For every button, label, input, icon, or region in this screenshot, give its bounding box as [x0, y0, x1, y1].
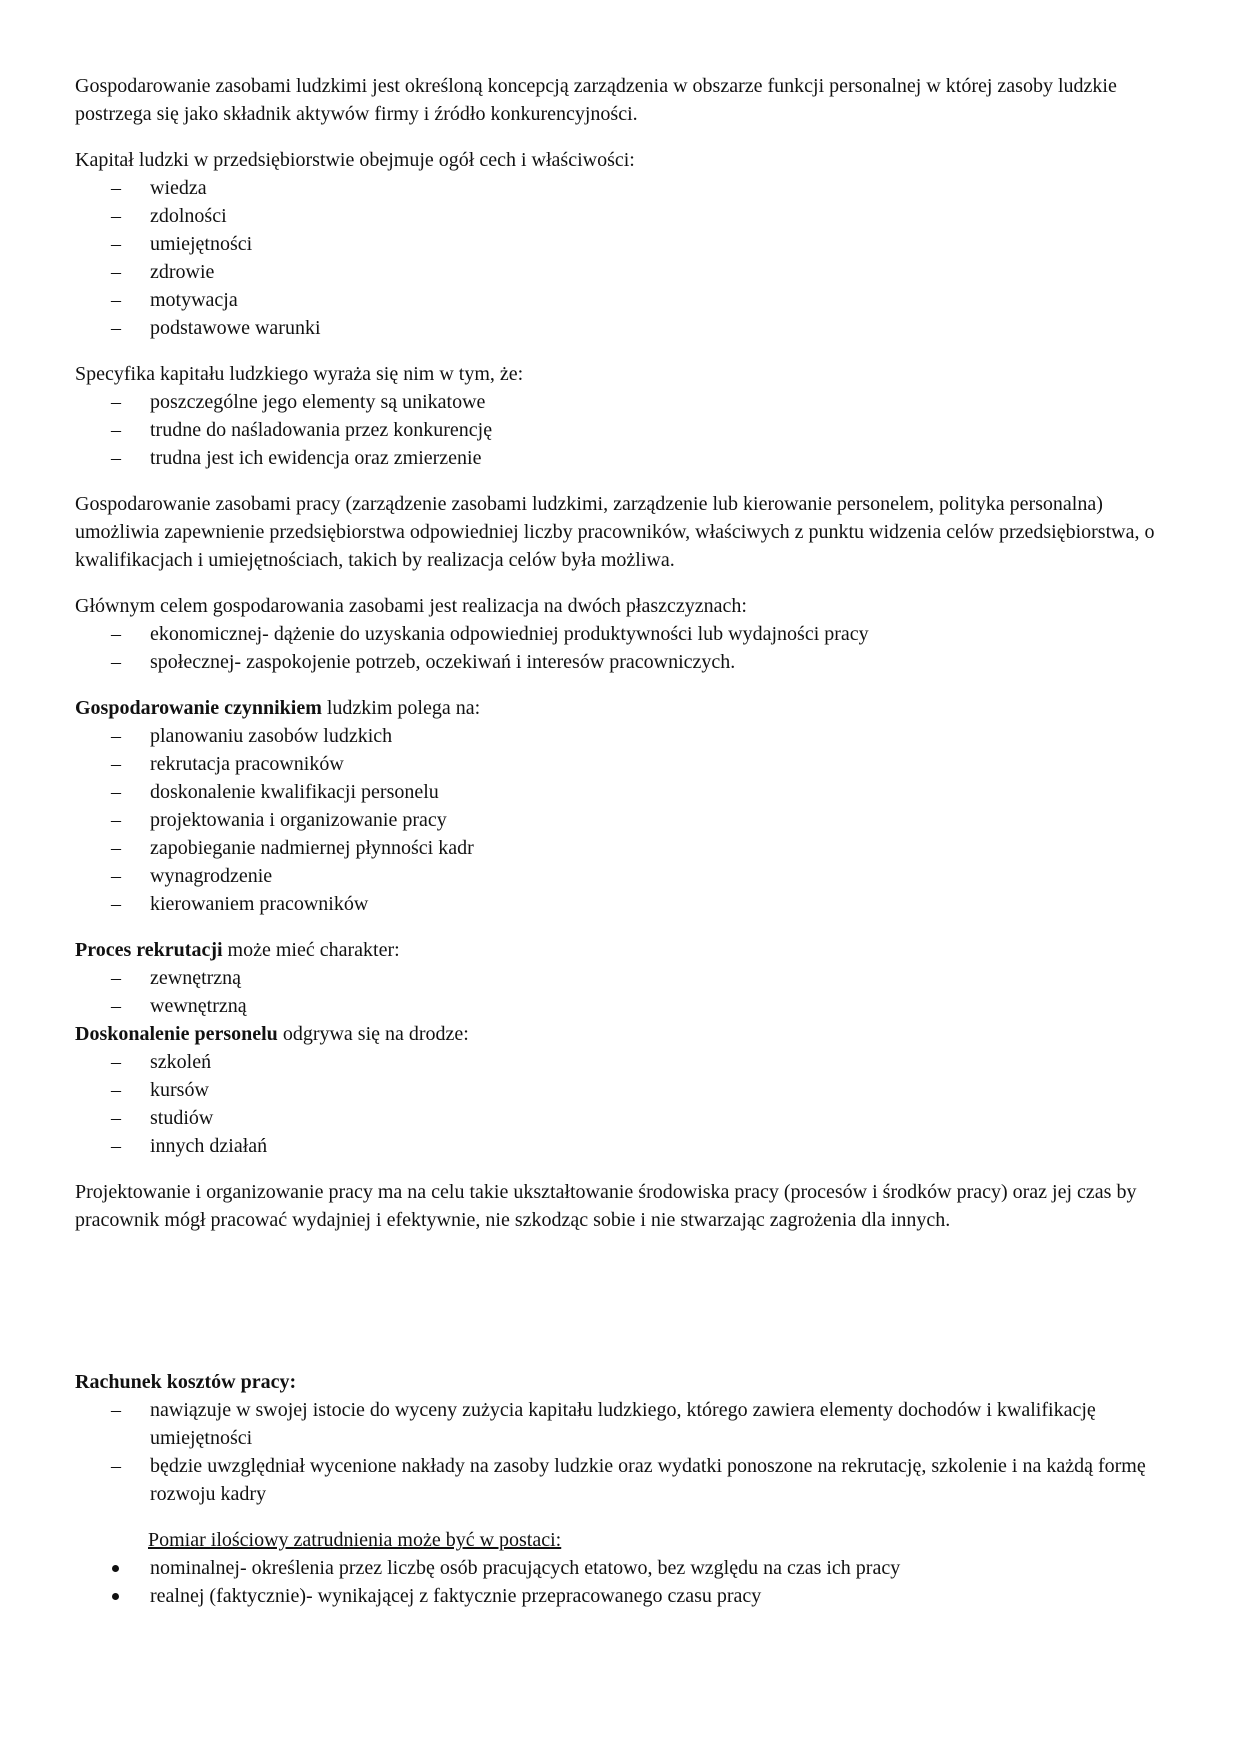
dash-marker: –: [111, 837, 121, 859]
dash-marker: –: [111, 419, 121, 441]
list-item: nominalnej- określenia przez liczbę osób pracujących etatowo, bez względu na czas ich pracy: [75, 1554, 1165, 1582]
list-item: – wynagrodzenie: [75, 862, 1165, 890]
gospodarowanie-pracy-paragraph: Gospodarowanie zasobami pracy (zarządzenie zasobami ludzkimi, zarządzenie lub kierowanie personelem, polityka personalna) umożliwia zapewnienie przedsiębiorstwa odpowiedniej liczby pracowników, właściwych z punktu widzenia celów przedsiębiorstwa, o kwalifikacjach i umiejętnościach, takich by realizacja celów była możliwa.: [75, 493, 1155, 571]
dash-marker: –: [111, 317, 121, 339]
dash-marker: –: [111, 1455, 121, 1477]
rekrutacja-heading: Proces rekrutacji może mieć charakter:: [75, 939, 400, 961]
bullet-icon: [112, 1593, 119, 1600]
dash-marker: –: [111, 289, 121, 311]
list-item: – wiedza: [75, 174, 1165, 202]
dash-marker: –: [111, 1051, 121, 1073]
pomiar-list: [75, 1554, 1165, 1610]
rachunek-heading: Rachunek kosztów pracy:: [75, 1371, 297, 1393]
list-item: – poszczególne jego elementy są unikatowe: [75, 388, 1165, 416]
list-item: – studiów: [75, 1104, 1165, 1132]
dash-marker: –: [111, 177, 121, 199]
list-item: – będzie uwzględniał wycenione nakłady na zasoby ludzkie oraz wydatki ponoszone na rekrutację, szkolenie i na każdą formę rozwoju kadry: [75, 1452, 1165, 1508]
kapital-list: [75, 174, 1165, 342]
list-item: – podstawowe warunki: [75, 314, 1165, 342]
dash-marker: –: [111, 1079, 121, 1101]
list-item: realnej (faktycznie)- wynikającej z faktycznie przepracowanego czasu pracy: [75, 1582, 1165, 1610]
czynnik-heading: Gospodarowanie czynnikiem ludzkim polega na:: [75, 697, 481, 719]
dash-marker: –: [111, 233, 121, 255]
list-item: – trudna jest ich ewidencja oraz zmierzenie: [75, 444, 1165, 472]
dash-marker: –: [111, 995, 121, 1017]
list-item: – motywacja: [75, 286, 1165, 314]
dash-marker: –: [111, 753, 121, 775]
dash-marker: –: [111, 1107, 121, 1129]
dash-marker: –: [111, 623, 121, 645]
dash-marker: –: [111, 205, 121, 227]
doskonalenie-list: [75, 1048, 1165, 1160]
list-item: – szkoleń: [75, 1048, 1165, 1076]
dash-marker: –: [111, 651, 121, 673]
dash-marker: –: [111, 1135, 121, 1157]
list-item: – projektowania i organizowanie pracy: [75, 806, 1165, 834]
list-item: – ekonomicznej- dążenie do uzyskania odpowiedniej produktywności lub wydajności pracy: [75, 620, 1165, 648]
dash-marker: –: [111, 261, 121, 283]
cel-list: [75, 620, 1165, 676]
bullet-icon: [112, 1565, 119, 1572]
list-item: – rekrutacja pracowników: [75, 750, 1165, 778]
list-item: – doskonalenie kwalifikacji personelu: [75, 778, 1165, 806]
pomiar-heading: Pomiar ilościowy zatrudnienia może być w postaci:: [148, 1529, 562, 1551]
list-item: – trudne do naśladowania przez konkurencję: [75, 416, 1165, 444]
specyfika-list: [75, 388, 1165, 472]
list-item: – planowaniu zasobów ludzkich: [75, 722, 1165, 750]
blank-space: [75, 1234, 1165, 1368]
list-item: – zdolności: [75, 202, 1165, 230]
projektowanie-paragraph: Projektowanie i organizowanie pracy ma na celu takie ukształtowanie środowiska pracy (procesów i środków pracy) oraz jej czas by pracownik mógł pracować wydajniej i efektywnie, nie szkodząc sobie i nie stwarzając zagrożenia dla innych.: [75, 1181, 1137, 1231]
list-item: – kursów: [75, 1076, 1165, 1104]
list-item: – zapobieganie nadmiernej płynności kadr: [75, 834, 1165, 862]
kapital-heading: Kapitał ludzki w przedsiębiorstwie obejmuje ogół cech i właściwości:: [75, 149, 635, 171]
dash-marker: –: [111, 447, 121, 469]
list-item: – wewnętrzną: [75, 992, 1165, 1020]
dash-marker: –: [111, 893, 121, 915]
list-item: – umiejętności: [75, 230, 1165, 258]
list-item: – zewnętrzną: [75, 964, 1165, 992]
rekrutacja-list: [75, 964, 1165, 1020]
list-item: – zdrowie: [75, 258, 1165, 286]
list-item: – nawiązuje w swojej istocie do wyceny zużycia kapitału ludzkiego, którego zawiera elementy dochodów i kwalifikację umiejętności: [75, 1396, 1165, 1452]
list-item: – społecznej- zaspokojenie potrzeb, oczekiwań i interesów pracowniczych.: [75, 648, 1165, 676]
cel-heading: Głównym celem gospodarowania zasobami jest realizacja na dwóch płaszczyznach:: [75, 595, 747, 617]
dash-marker: –: [111, 865, 121, 887]
specyfika-heading: Specyfika kapitału ludzkiego wyraża się nim w tym, że:: [75, 363, 524, 385]
dash-marker: –: [111, 781, 121, 803]
list-item: – innych działań: [75, 1132, 1165, 1160]
list-item: – kierowaniem pracowników: [75, 890, 1165, 918]
dash-marker: –: [111, 809, 121, 831]
czynnik-list: [75, 722, 1165, 918]
rachunek-list: [75, 1396, 1165, 1508]
dash-marker: –: [111, 391, 121, 413]
intro-paragraph: Gospodarowanie zasobami ludzkimi jest określoną koncepcją zarządzenia w obszarze funkcji personalnej w której zasoby ludzkie postrzega się jako składnik aktywów firmy i źródło konkurencyjności.: [75, 75, 1117, 125]
dash-marker: –: [111, 1399, 121, 1421]
doskonalenie-heading: Doskonalenie personelu odgrywa się na drodze:: [75, 1023, 469, 1045]
dash-marker: –: [111, 725, 121, 747]
document-page: [75, 72, 1165, 1610]
dash-marker: –: [111, 967, 121, 989]
